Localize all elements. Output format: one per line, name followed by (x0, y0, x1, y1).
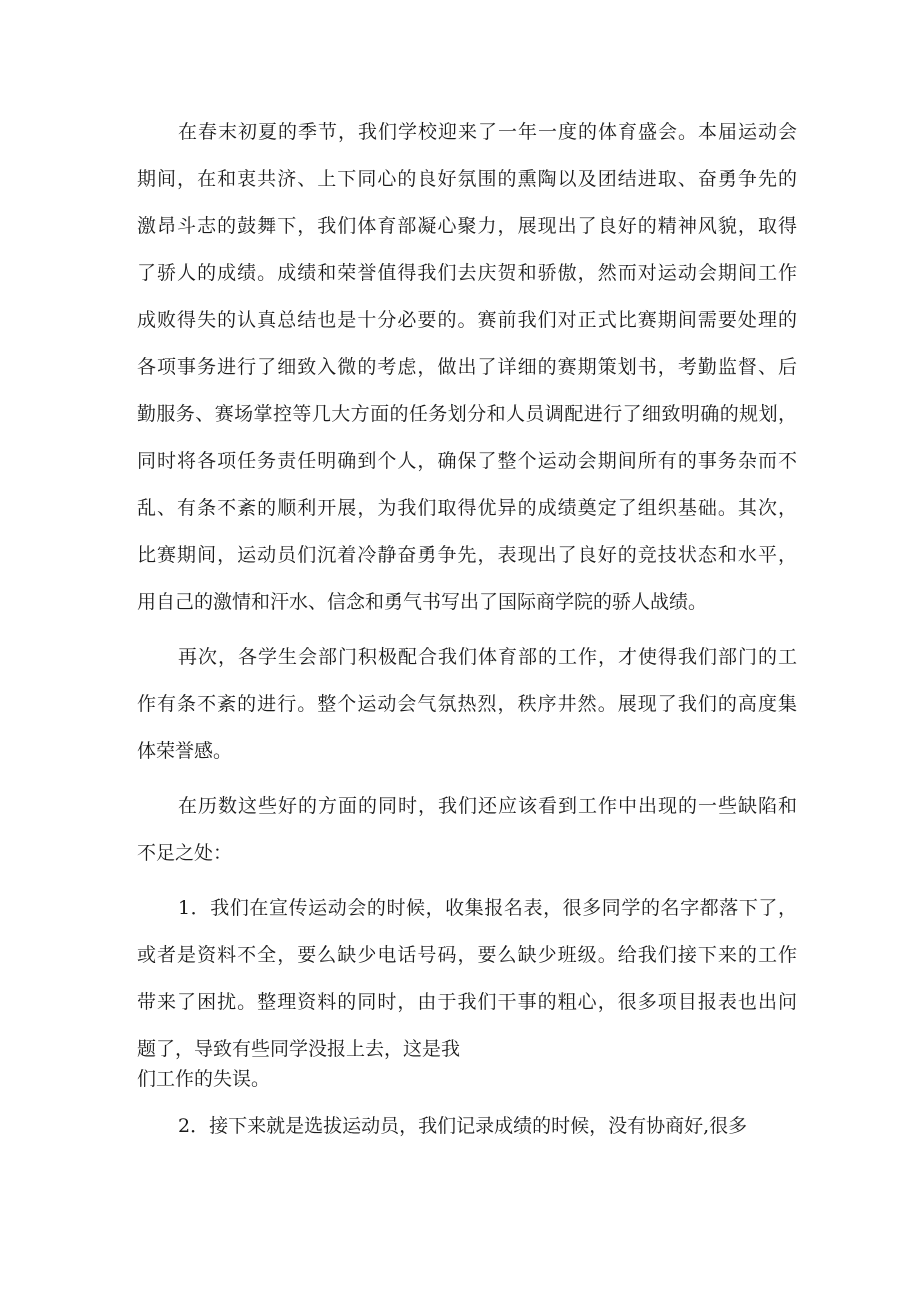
p1-line-1: 在春末初夏的季节，我们学校迎来了一年一度的体育盛会。本届运动会 (178, 121, 797, 143)
p1-line-6: 各项事务进行了细致入微的考虑，做出了详细的赛期策划书，考勤监督、后 (137, 356, 797, 378)
p1-line-9: 乱、有条不紊的顺利开展，为我们取得优异的成绩奠定了组织基础。其次， (137, 497, 797, 519)
p1-line-4: 了骄人的成绩。成绩和荣誉值得我们去庆贺和骄傲，然而对运动会期间工作 (137, 262, 797, 284)
p2-line-3: 体荣誉感。 (137, 740, 233, 762)
p2-line-2: 作有条不紊的进行。整个运动会气氛热烈，秩序井然。展现了我们的高度集 (137, 693, 797, 715)
p1-line-7: 勤服务、赛场掌控等几大方面的任务划分和人员调配进行了细致明确的规划， (137, 403, 797, 425)
p1-line-2: 期间，在和衷共济、上下同心的良好氛围的熏陶以及团结进取、奋勇争先的 (137, 168, 797, 190)
p3-line-2: 不足之处： (137, 842, 233, 864)
p4-line-5: 们工作的失误。 (137, 1068, 271, 1090)
p4-line-4: 题了，导致有些同学没报上去，这是我 (137, 1038, 461, 1060)
p4-line-2: 或者是资料不全，要么缺少电话号码，要么缺少班级。给我们接下来的工作 (137, 944, 797, 966)
p3-line-1: 在历数这些好的方面的同时，我们还应该看到工作中出现的一些缺陷和 (178, 795, 797, 817)
p1-line-3: 激昂斗志的鼓舞下，我们体育部凝心聚力，展现出了良好的精神风貌，取得 (137, 215, 797, 237)
p1-line-10: 比赛期间，运动员们沉着冷静奋勇争先，表现出了良好的竞技状态和水平， (137, 544, 797, 566)
p4-line-1: 1．我们在宣传运动会的时候，收集报名表，很多同学的名字都落下了， (178, 897, 797, 919)
p1-line-11: 用自己的激情和汗水、信念和勇气书写出了国际商学院的骄人战绩。 (137, 591, 708, 613)
p2-line-1: 再次，各学生会部门积极配合我们体育部的工作，才使得我们部门的工 (178, 646, 797, 668)
p4-line-3: 带来了困扰。整理资料的同时，由于我们干事的粗心，很多项目报表也出问 (137, 991, 797, 1013)
p1-line-5: 成败得失的认真总结也是十分必要的。赛前我们对正式比赛期间需要处理的 (137, 309, 797, 331)
p1-line-8: 同时将各项任务责任明确到个人，确保了整个运动会期间所有的事务杂而不 (137, 450, 797, 472)
p5-line-1: 2．接下来就是选拔运动员，我们记录成绩的时候，没有协商好,很多 (178, 1115, 748, 1137)
